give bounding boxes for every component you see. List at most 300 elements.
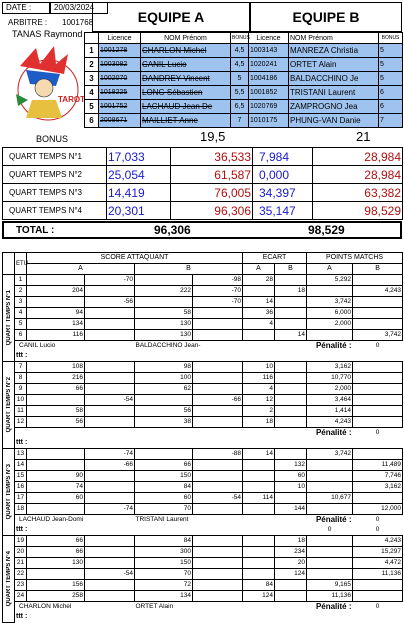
- game-number: 5: [15, 319, 27, 330]
- points-a[interactable]: 10,770: [307, 373, 353, 384]
- points-b[interactable]: 12,000: [353, 504, 403, 515]
- score-a-minus[interactable]: -56: [85, 297, 135, 308]
- score-a-minus[interactable]: -54: [85, 569, 135, 580]
- points-a[interactable]: [307, 547, 353, 558]
- ecart-a[interactable]: [243, 569, 275, 580]
- player-a-name[interactable]: LACHAUD Jean De: [141, 100, 231, 114]
- player-a-bonus[interactable]: 5: [231, 72, 249, 86]
- score-b-plus[interactable]: 58: [135, 308, 193, 319]
- score-b-minus[interactable]: [193, 482, 243, 493]
- quarter-block-label: [3, 536, 15, 623]
- score-b-minus[interactable]: -70: [193, 286, 243, 297]
- penalite-row: [3, 515, 403, 526]
- player-b-licence[interactable]: 1004186: [249, 72, 289, 86]
- points-a[interactable]: [307, 504, 353, 515]
- score-a-minus[interactable]: [85, 482, 135, 493]
- ecart-b[interactable]: 234: [275, 547, 307, 558]
- game-number: 11: [15, 406, 27, 417]
- points-a[interactable]: 1,414: [307, 406, 353, 417]
- score-a-plus[interactable]: [27, 460, 85, 471]
- ecart-a[interactable]: [243, 547, 275, 558]
- points-b[interactable]: [353, 297, 403, 308]
- score-a-minus[interactable]: [85, 493, 135, 504]
- score-a-minus[interactable]: -74: [85, 504, 135, 515]
- points-a[interactable]: 2,000: [307, 384, 353, 395]
- score-a-minus[interactable]: [85, 308, 135, 319]
- score-a-plus[interactable]: 90: [27, 471, 85, 482]
- ecart-a[interactable]: [243, 460, 275, 471]
- ecart-b[interactable]: [275, 493, 307, 504]
- player-a-name[interactable]: LONG Sébastien: [141, 86, 231, 100]
- ecart-b[interactable]: [275, 384, 307, 395]
- score-b-plus[interactable]: 300: [135, 547, 193, 558]
- points-a[interactable]: 4,243: [307, 417, 353, 428]
- ecart-b[interactable]: [275, 275, 307, 286]
- ecart-a[interactable]: 4: [243, 384, 275, 395]
- score-b-plus[interactable]: [135, 395, 193, 406]
- score-b-minus[interactable]: [193, 536, 243, 547]
- players-table: [84, 32, 403, 128]
- date-value[interactable]: 20/03/2024: [50, 2, 108, 14]
- score-a-plus[interactable]: 130: [27, 558, 85, 569]
- ttt-a[interactable]: 0: [327, 526, 332, 533]
- ecart-b[interactable]: 124: [275, 569, 307, 580]
- score-a-plus[interactable]: 66: [27, 547, 85, 558]
- score-a-plus[interactable]: 94: [27, 308, 85, 319]
- score-b-plus[interactable]: [135, 275, 193, 286]
- penalite-a[interactable]: 0: [375, 516, 380, 523]
- ecart-b[interactable]: [275, 308, 307, 319]
- score-b-minus[interactable]: [193, 417, 243, 428]
- ecart-a[interactable]: 36: [243, 308, 275, 319]
- team-b-title: EQUIPE B: [250, 2, 402, 32]
- penalite-a[interactable]: 0: [375, 429, 380, 436]
- points-b[interactable]: [353, 384, 403, 395]
- score-b-plus[interactable]: [135, 297, 193, 308]
- points-b[interactable]: 3,162: [353, 482, 403, 493]
- score-b-minus[interactable]: [193, 460, 243, 471]
- game-number: 3: [15, 297, 27, 308]
- score-a-plus[interactable]: [27, 395, 85, 406]
- ttt-b[interactable]: [353, 612, 403, 623]
- ttt-label: ttt :: [16, 352, 28, 359]
- player-a-licence[interactable]: 1002070: [99, 72, 141, 86]
- game-row: [3, 558, 403, 569]
- penalite-a[interactable]: 0: [375, 342, 380, 349]
- col-ecart-b: B: [275, 264, 307, 275]
- ecart-a[interactable]: 116: [243, 373, 275, 384]
- ecart-b[interactable]: 144: [275, 504, 307, 515]
- quarter-b-cumul: 28,984: [313, 166, 403, 184]
- quarter-block-text: QUART TEMPS N°4: [6, 551, 12, 607]
- score-b-minus[interactable]: -66: [193, 395, 243, 406]
- player-a-name[interactable]: CANIL Lucio: [141, 58, 231, 72]
- game-row: [3, 297, 403, 308]
- player-b-name[interactable]: MANREZA Christia: [289, 44, 379, 58]
- points-a[interactable]: 3,742: [307, 297, 353, 308]
- ecart-a[interactable]: [243, 504, 275, 515]
- score-a-minus[interactable]: [85, 580, 135, 591]
- total-row: [2, 221, 402, 239]
- score-a-minus[interactable]: [85, 558, 135, 569]
- quarter-b-score: 7,984: [253, 148, 313, 166]
- ttt-a[interactable]: [307, 438, 353, 449]
- ecart-b[interactable]: [275, 373, 307, 384]
- points-b[interactable]: 11,489: [353, 460, 403, 471]
- player-b-name[interactable]: ZAMPROGNO Jea: [289, 100, 379, 114]
- ecart-b[interactable]: 132: [275, 460, 307, 471]
- player-b-licence[interactable]: 1020241: [249, 58, 289, 72]
- player-b-bonus[interactable]: 6: [379, 86, 403, 100]
- quarter-b-score: 34,397: [253, 184, 313, 202]
- score-b-plus[interactable]: [135, 449, 193, 460]
- points-a[interactable]: [307, 482, 353, 493]
- row-number: 4: [85, 86, 99, 100]
- player-a-name[interactable]: DANDREY Vincent: [141, 72, 231, 86]
- game-grid: [2, 252, 403, 623]
- score-a-minus[interactable]: [85, 286, 135, 297]
- score-b-plus[interactable]: 62: [135, 384, 193, 395]
- ecart-a[interactable]: [243, 536, 275, 547]
- ecart-b[interactable]: 10: [275, 482, 307, 493]
- ecart-b[interactable]: [275, 591, 307, 602]
- penalite-player-b[interactable]: TRISTANI Laurent: [135, 516, 189, 523]
- ecart-b[interactable]: [275, 395, 307, 406]
- score-a-plus[interactable]: [27, 569, 85, 580]
- player-a-name[interactable]: CHARLON Michel: [141, 44, 231, 58]
- player-a-licence[interactable]: 1001752: [99, 100, 141, 114]
- score-b-minus[interactable]: [193, 362, 243, 373]
- points-b[interactable]: 7,746: [353, 471, 403, 482]
- player-a-licence[interactable]: 1003082: [99, 58, 141, 72]
- score-a-plus[interactable]: 156: [27, 580, 85, 591]
- score-b-plus[interactable]: 222: [135, 286, 193, 297]
- ecart-b[interactable]: [275, 319, 307, 330]
- points-b[interactable]: [353, 580, 403, 591]
- score-b-minus[interactable]: [193, 406, 243, 417]
- score-a-minus[interactable]: [85, 471, 135, 482]
- score-b-plus[interactable]: 84: [135, 536, 193, 547]
- score-a-minus[interactable]: -74: [85, 449, 135, 460]
- points-a[interactable]: 2,000: [307, 319, 353, 330]
- player-b-licence[interactable]: 1020769: [249, 100, 289, 114]
- player-b-bonus[interactable]: 5: [379, 72, 403, 86]
- quarter-b-score: 0,000: [253, 166, 313, 184]
- game-number: 12: [15, 417, 27, 428]
- player-b-licence[interactable]: 1010175: [249, 114, 289, 128]
- game-row: [3, 362, 403, 373]
- score-b-plus[interactable]: 150: [135, 471, 193, 482]
- ttt-row: [3, 612, 403, 623]
- score-b-plus[interactable]: 100: [135, 373, 193, 384]
- ttt-b[interactable]: 0: [375, 526, 380, 533]
- player-b-name[interactable]: BALDACCHINO Je: [289, 72, 379, 86]
- points-b[interactable]: 11,136: [353, 569, 403, 580]
- score-a-plus[interactable]: [27, 275, 85, 286]
- ecart-b[interactable]: [275, 362, 307, 373]
- score-b-minus[interactable]: -54: [193, 493, 243, 504]
- score-a-minus[interactable]: [85, 417, 135, 428]
- score-b-plus[interactable]: 60: [135, 493, 193, 504]
- arbitre-id[interactable]: 1001768: [62, 18, 94, 27]
- score-b-minus[interactable]: -88: [193, 449, 243, 460]
- points-b[interactable]: [353, 493, 403, 504]
- score-a-plus[interactable]: 108: [27, 362, 85, 373]
- ecart-a[interactable]: 84: [243, 580, 275, 591]
- score-a-plus[interactable]: [27, 449, 85, 460]
- score-b-plus[interactable]: 130: [135, 319, 193, 330]
- arbitre-name[interactable]: TANAS Raymond: [12, 29, 83, 39]
- points-a[interactable]: 5,292: [307, 275, 353, 286]
- col-nom-a: NOM Prénom: [141, 33, 231, 44]
- ecart-a[interactable]: [243, 330, 275, 341]
- ecart-a[interactable]: 28: [243, 275, 275, 286]
- ecart-a[interactable]: [243, 558, 275, 569]
- score-b-plus[interactable]: 70: [135, 504, 193, 515]
- points-b[interactable]: [353, 395, 403, 406]
- score-a-minus[interactable]: -54: [85, 395, 135, 406]
- penalite-a[interactable]: 0: [375, 603, 380, 610]
- ecart-b[interactable]: [275, 417, 307, 428]
- score-b-minus[interactable]: [193, 308, 243, 319]
- points-a[interactable]: [307, 536, 353, 547]
- col-bonus-b: BONUS: [379, 33, 403, 44]
- quarter-label: QUART TEMPS N°1: [3, 148, 107, 166]
- game-number: 17: [15, 493, 27, 504]
- points-b[interactable]: [353, 373, 403, 384]
- penalite-player-a[interactable]: CANIL Lucio: [19, 342, 56, 349]
- player-a-licence[interactable]: 2008671: [99, 114, 141, 128]
- score-a-plus[interactable]: 258: [27, 591, 85, 602]
- points-b[interactable]: 4,472: [353, 558, 403, 569]
- col-points-a: A: [307, 264, 353, 275]
- points-a[interactable]: [307, 471, 353, 482]
- score-a-minus[interactable]: [85, 319, 135, 330]
- ecart-a[interactable]: [243, 286, 275, 297]
- ecart-b[interactable]: [275, 449, 307, 460]
- player-a-licence[interactable]: 1018225: [99, 86, 141, 100]
- player-a-name[interactable]: MAILLIET Anne: [141, 114, 231, 128]
- game-row: [3, 471, 403, 482]
- score-b-minus[interactable]: [193, 373, 243, 384]
- points-b[interactable]: 4,243: [353, 536, 403, 547]
- penalite-player-b[interactable]: [135, 428, 275, 439]
- ttt-label: ttt :: [16, 526, 28, 533]
- quarter-row: [3, 202, 403, 220]
- grid-header-row-1: [3, 253, 403, 264]
- points-b[interactable]: [353, 275, 403, 286]
- game-row: [3, 536, 403, 547]
- ecart-b[interactable]: 14: [275, 330, 307, 341]
- ecart-a[interactable]: 10: [243, 362, 275, 373]
- score-b-plus[interactable]: 56: [135, 406, 193, 417]
- penalite-player-b[interactable]: BALDACCHINO Jean-: [135, 342, 201, 349]
- game-number: 10: [15, 395, 27, 406]
- points-b[interactable]: [353, 319, 403, 330]
- points-b[interactable]: 3,742: [353, 330, 403, 341]
- score-a-plus[interactable]: 58: [27, 406, 85, 417]
- bonus-a: 19,5: [200, 129, 226, 144]
- quarter-label: QUART TEMPS N°3: [3, 184, 107, 202]
- player-row: [85, 44, 403, 58]
- score-a-plus[interactable]: 116: [27, 330, 85, 341]
- ecart-b[interactable]: [275, 297, 307, 308]
- points-a[interactable]: 3,464: [307, 395, 353, 406]
- player-b-bonus[interactable]: 5: [379, 58, 403, 72]
- ttt-b[interactable]: [353, 438, 403, 449]
- score-b-minus[interactable]: [193, 580, 243, 591]
- game-row: [3, 591, 403, 602]
- penalite-player-a[interactable]: CHARLON Michel: [19, 603, 72, 610]
- score-a-minus[interactable]: [85, 362, 135, 373]
- penalite-player-a[interactable]: LACHAUD Jean-Domi: [19, 516, 84, 523]
- points-a[interactable]: [307, 558, 353, 569]
- col-points-b: B: [353, 264, 403, 275]
- score-a-minus[interactable]: [85, 406, 135, 417]
- player-b-name[interactable]: TRISTANI Laurent: [289, 86, 379, 100]
- score-a-plus[interactable]: 134: [27, 319, 85, 330]
- score-a-plus[interactable]: 56: [27, 417, 85, 428]
- player-a-bonus[interactable]: 5,5: [231, 86, 249, 100]
- points-a[interactable]: 11,136: [307, 591, 353, 602]
- points-b[interactable]: 15,297: [353, 547, 403, 558]
- ttt-b[interactable]: [353, 351, 403, 362]
- score-b-plus[interactable]: 130: [135, 330, 193, 341]
- score-a-minus[interactable]: [85, 373, 135, 384]
- player-b-name[interactable]: ORTET Alain: [289, 58, 379, 72]
- score-b-plus[interactable]: 134: [135, 591, 193, 602]
- ecart-a[interactable]: 114: [243, 493, 275, 504]
- score-b-minus[interactable]: [193, 547, 243, 558]
- points-a[interactable]: [307, 286, 353, 297]
- points-a[interactable]: [307, 569, 353, 580]
- score-a-plus[interactable]: 60: [27, 493, 85, 504]
- ecart-a[interactable]: [243, 482, 275, 493]
- points-b[interactable]: [353, 406, 403, 417]
- score-a-minus[interactable]: [85, 547, 135, 558]
- penalite-player-a[interactable]: [15, 428, 135, 439]
- score-b-plus[interactable]: 84: [135, 482, 193, 493]
- player-b-licence[interactable]: 1001852: [249, 86, 289, 100]
- ecart-a[interactable]: 14: [243, 297, 275, 308]
- score-a-minus[interactable]: -66: [85, 460, 135, 471]
- points-b[interactable]: [353, 417, 403, 428]
- quarter-a-score: 20,301: [107, 202, 171, 220]
- score-b-minus[interactable]: [193, 504, 243, 515]
- ecart-a[interactable]: 14: [243, 449, 275, 460]
- score-a-plus[interactable]: [27, 504, 85, 515]
- penalite-player-b[interactable]: ORTET Alain: [135, 603, 174, 610]
- score-b-plus[interactable]: 98: [135, 362, 193, 373]
- points-b[interactable]: [353, 449, 403, 460]
- ttt-row: [3, 351, 403, 362]
- score-b-plus[interactable]: 38: [135, 417, 193, 428]
- score-b-plus[interactable]: 72: [135, 580, 193, 591]
- points-a[interactable]: 3,162: [307, 362, 353, 373]
- points-a[interactable]: 10,677: [307, 493, 353, 504]
- ecart-a[interactable]: 2: [243, 406, 275, 417]
- score-b-minus[interactable]: [193, 330, 243, 341]
- score-a-minus[interactable]: -70: [85, 275, 135, 286]
- score-b-minus[interactable]: [193, 319, 243, 330]
- player-b-bonus[interactable]: 5: [379, 44, 403, 58]
- score-a-plus[interactable]: 74: [27, 482, 85, 493]
- game-row: [3, 493, 403, 504]
- score-a-minus[interactable]: [85, 591, 135, 602]
- ecart-b[interactable]: [275, 580, 307, 591]
- points-a[interactable]: [307, 460, 353, 471]
- score-a-plus[interactable]: [27, 297, 85, 308]
- score-a-plus[interactable]: 66: [27, 536, 85, 547]
- ecart-b[interactable]: [275, 406, 307, 417]
- game-number: 13: [15, 449, 27, 460]
- points-b[interactable]: 4,243: [353, 286, 403, 297]
- player-b-bonus[interactable]: 6: [379, 100, 403, 114]
- score-a-plus[interactable]: 204: [27, 286, 85, 297]
- score-a-plus[interactable]: 66: [27, 384, 85, 395]
- player-a-licence[interactable]: 1001278: [99, 44, 141, 58]
- quarter-a-cumul: 61,587: [171, 166, 253, 184]
- player-a-bonus[interactable]: 6,5: [231, 100, 249, 114]
- ecart-a[interactable]: 4: [243, 319, 275, 330]
- points-a[interactable]: 3,742: [307, 449, 353, 460]
- player-a-bonus[interactable]: 7: [231, 114, 249, 128]
- score-b-minus[interactable]: [193, 591, 243, 602]
- score-b-plus[interactable]: 66: [135, 460, 193, 471]
- penalite-row: [3, 341, 403, 352]
- player-b-licence[interactable]: 1003143: [249, 44, 289, 58]
- ttt-a[interactable]: [307, 612, 353, 623]
- ecart-b[interactable]: 18: [275, 536, 307, 547]
- ecart-a[interactable]: [243, 471, 275, 482]
- points-a[interactable]: 9,165: [307, 580, 353, 591]
- points-a[interactable]: [307, 330, 353, 341]
- ecart-a[interactable]: 12: [243, 395, 275, 406]
- game-number: 21: [15, 558, 27, 569]
- points-b[interactable]: [353, 308, 403, 319]
- player-b-bonus[interactable]: 7: [379, 114, 403, 128]
- score-a-minus[interactable]: [85, 384, 135, 395]
- quarter-row: [3, 184, 403, 202]
- score-a-minus[interactable]: [85, 536, 135, 547]
- ecart-b[interactable]: 20: [275, 558, 307, 569]
- col-score: SCORE ATTAQUANT: [27, 253, 243, 264]
- score-b-minus[interactable]: [193, 471, 243, 482]
- ttt-a[interactable]: [307, 351, 353, 362]
- score-b-minus[interactable]: [193, 569, 243, 580]
- player-a-bonus[interactable]: 4,5: [231, 58, 249, 72]
- score-b-plus[interactable]: 70: [135, 569, 193, 580]
- player-a-bonus[interactable]: 4,5: [231, 44, 249, 58]
- score-b-minus[interactable]: -70: [193, 297, 243, 308]
- score-b-minus[interactable]: -98: [193, 275, 243, 286]
- ecart-b[interactable]: 60: [275, 471, 307, 482]
- score-b-plus[interactable]: 150: [135, 558, 193, 569]
- points-a[interactable]: 6,000: [307, 308, 353, 319]
- points-b[interactable]: [353, 362, 403, 373]
- score-b-minus[interactable]: [193, 558, 243, 569]
- ecart-a[interactable]: 18: [243, 417, 275, 428]
- score-b-minus[interactable]: [193, 384, 243, 395]
- score-a-plus[interactable]: 216: [27, 373, 85, 384]
- score-a-minus[interactable]: [85, 330, 135, 341]
- ecart-a[interactable]: 124: [243, 591, 275, 602]
- ecart-b[interactable]: 18: [275, 286, 307, 297]
- points-b[interactable]: [353, 591, 403, 602]
- game-row: [3, 395, 403, 406]
- player-b-name[interactable]: PHUNG-VAN Danie: [289, 114, 379, 128]
- row-number: 2: [85, 58, 99, 72]
